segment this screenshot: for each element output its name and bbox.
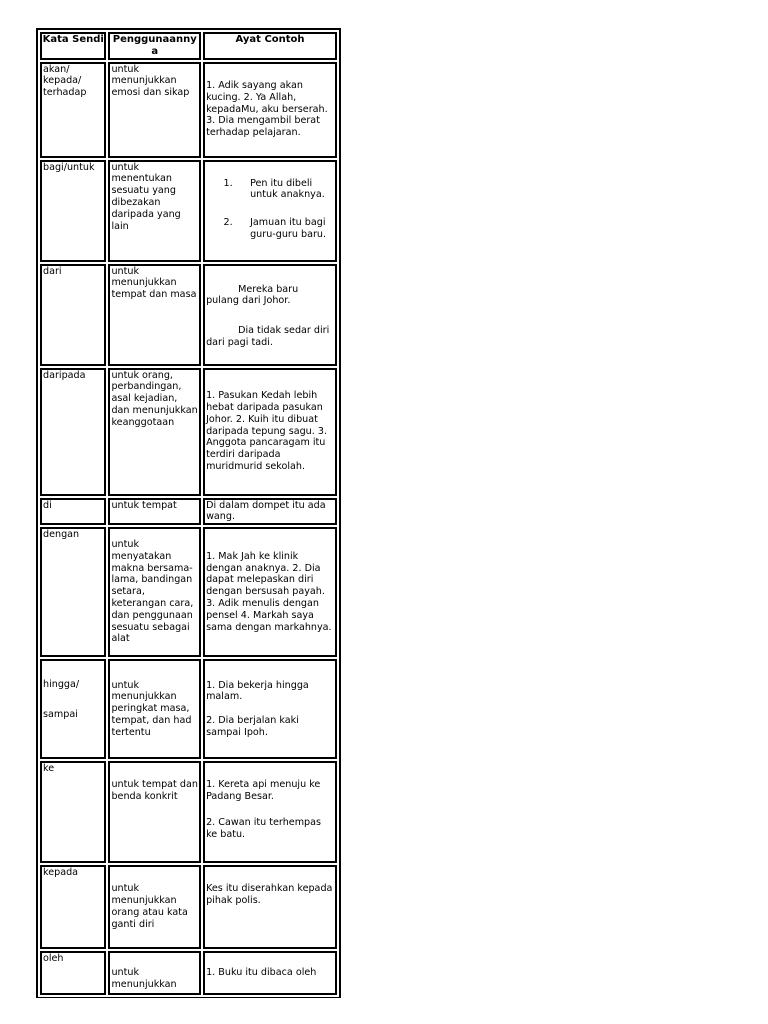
penggunaan-cell — [108, 761, 201, 863]
ayat-contoh-cell — [203, 527, 337, 657]
table-row — [40, 761, 337, 863]
header-penggunaan: Penggunaannya — [108, 32, 201, 60]
header-ayat-contoh: Ayat Contoh — [203, 32, 337, 60]
table-row — [40, 951, 337, 995]
list-number: 1. — [223, 177, 233, 189]
kata-sendi-line: sampai — [43, 708, 78, 720]
penggunaan-cell: untuk menentukan sesuatu yang dibezakan daripada yang lain — [108, 160, 201, 262]
ayat-text: Dia tidak sedar diri dari pagi tadi. — [206, 325, 330, 348]
penggunaan-text: untuk menunjukkan — [111, 967, 177, 990]
ayat-text: 1. Mak Jah ke klinik dengan anaknya. 2. Dia dapat melepaskan diri dengan bersusah payah. 3. Adik menulis dengan pensel 4. Markah saya sama dengan markahnya. — [206, 550, 332, 633]
table-row — [40, 62, 337, 158]
ayat-text: Mereka baru pulang dari Johor. — [206, 283, 299, 307]
list-text: Jamuan itu bagi guru-guru baru. — [250, 217, 327, 240]
penggunaan-text: untuk tempat dan benda konkrit — [111, 779, 198, 802]
table-row — [40, 865, 337, 949]
ayat-text: 1. Adik sayang akan kucing. 2. Ya Allah, kepadaMu, aku berserah. 3. Dia mengambil berat terhadap pelajaran. — [206, 80, 328, 139]
table-row — [40, 527, 337, 657]
kata-sendi-cell — [40, 659, 106, 759]
kata-sendi-cell: ke — [40, 761, 106, 863]
kata-sendi-table — [36, 28, 341, 998]
ayat-text: 2. Dia berjalan kaki sampai Ipoh. — [206, 715, 299, 738]
ayat-text: 2. Cawan itu terhempas ke batu. — [206, 816, 322, 840]
kata-sendi-cell: di — [40, 498, 106, 526]
table-row — [40, 659, 337, 759]
penggunaan-cell: untuk tempat — [108, 498, 201, 526]
ayat-contoh-cell — [203, 368, 337, 496]
ayat-contoh-cell — [203, 659, 337, 759]
penggunaan-cell: untuk menunjukkan peringkat masa, tempat, dan had tertentu — [108, 659, 201, 759]
ayat-text: 1. Kereta api menuju ke Padang Besar. — [206, 779, 321, 802]
kata-sendi-cell: dari — [40, 264, 106, 366]
header-row — [40, 32, 337, 60]
kata-sendi-cell: daripada — [40, 368, 106, 496]
table-row — [40, 264, 337, 366]
penggunaan-cell: untuk menunjukkan emosi dan sikap — [108, 62, 201, 158]
list-item — [206, 217, 334, 241]
penggunaan-cell: untuk menunjukkan tempat dan masa — [108, 264, 201, 366]
kata-sendi-cell: dengan — [40, 527, 106, 657]
ayat-contoh-cell — [203, 160, 337, 262]
kata-sendi-cell: bagi/untuk — [40, 160, 106, 262]
ayat-contoh-cell — [203, 865, 337, 949]
penggunaan-cell: untuk menyatakan makna bersama-lama, bandingan setara, keterangan cara, dan penggunaan sesuatu sebagai alat — [108, 527, 201, 657]
ayat-list — [206, 178, 334, 241]
document-page — [36, 28, 341, 998]
ayat-contoh-cell — [203, 761, 337, 863]
penggunaan-text: untuk menunjukkan orang atau kata ganti diri — [111, 883, 188, 930]
penggunaan-cell — [108, 865, 201, 949]
table-row — [40, 368, 337, 496]
ayat-contoh-cell — [203, 951, 337, 995]
table-row — [40, 498, 337, 526]
ayat-contoh-cell: Di dalam dompet itu ada wang. — [203, 498, 337, 526]
ayat-text: Kes itu diserahkan kepada pihak polis. — [206, 883, 333, 906]
kata-sendi-cell: akan/ kepada/ terhadap — [40, 62, 106, 158]
kata-sendi-cell: kepada — [40, 865, 106, 949]
kata-sendi-cell: oleh — [40, 951, 106, 995]
list-number: 2. — [223, 217, 233, 229]
header-kata-sendi: Kata Sendi — [40, 32, 106, 60]
kata-sendi-line: hingga/ — [43, 679, 80, 691]
penggunaan-cell — [108, 951, 201, 995]
ayat-contoh-cell — [203, 264, 337, 366]
table-row — [40, 160, 337, 262]
list-item — [206, 178, 334, 202]
ayat-contoh-cell — [203, 62, 337, 158]
list-text: Pen itu dibeli untuk anaknya. — [250, 177, 325, 201]
penggunaan-cell: untuk orang, perbandingan, asal kejadian, dan menunjukkan keanggotaan — [108, 368, 201, 496]
ayat-text: 1. Buku itu dibaca oleh — [206, 967, 317, 979]
ayat-text: 1. Pasukan Kedah lebih hebat daripada pasukan Johor. 2. Kuih itu dibuat daripada tepung sagu. 3. Anggota pancaragam itu terdiri daripada muridmurid sekolah. — [206, 390, 327, 473]
ayat-text: 1. Dia bekerja hingga malam. — [206, 679, 309, 703]
